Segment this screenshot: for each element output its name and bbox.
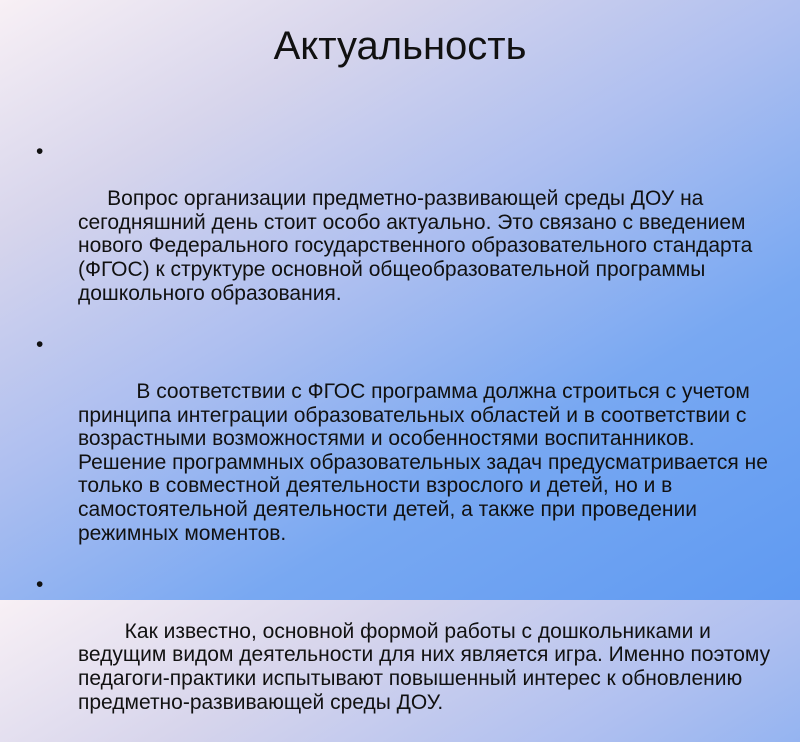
bullet-item — [36, 573, 776, 738]
bullet-text: Как известно, основной формой работы с дошкольниками и ведущим видом деятельности для них является игра. Именно поэтому педагоги-практики испытывают повышенный интерес к обновлению предметно-развивающей среды ДОУ. — [78, 619, 776, 714]
bullet-dot-icon: • — [36, 140, 44, 163]
bullet-text: Вопрос организации предметно-развивающей среды ДОУ на сегодняшний день стоит особо актуально. Это связано с введением нового Федерального государственного образовательного стандарта (ФГОС) к структуре основной общеобразовательной программы дошкольного образования. — [78, 187, 759, 305]
bullet-item — [36, 333, 776, 569]
bullet-dot-icon: • — [36, 332, 44, 356]
bullet-text: В соответствии с ФГОС программа должна строиться с учетом принципа интеграции образовательных областей и в соответствии с возрастными возможностями и особенностями воспитанников. Решение программных образовательных задач предусматривается не только в совместной деятельности взрослого и детей, но и в самостоятельной деятельности детей, а также при проведении режимных моментов. — [78, 379, 774, 545]
bullet-dot-icon: • — [36, 572, 44, 596]
slide-title: Актуальность — [273, 24, 527, 68]
bullet-item — [36, 140, 776, 329]
bullet-list — [36, 140, 776, 742]
